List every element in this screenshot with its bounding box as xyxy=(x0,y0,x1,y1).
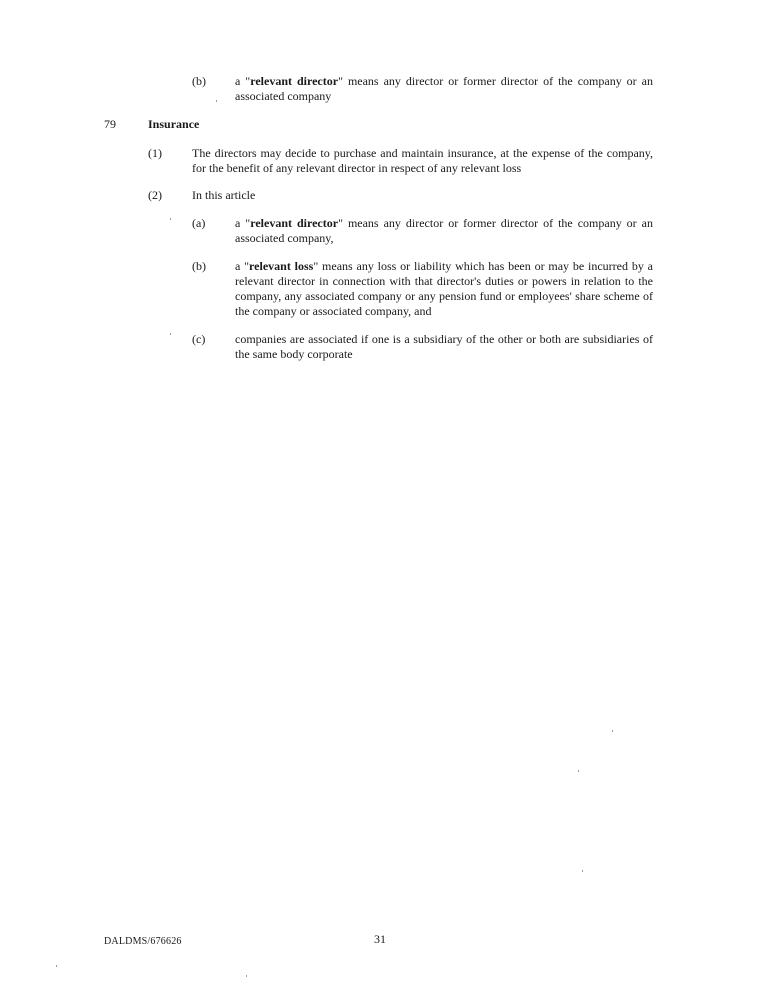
subclause-text-post: " means any director or former director of the company or an associated company, xyxy=(235,216,653,245)
subclause-text-pre: a " xyxy=(235,259,250,273)
subclause-text xyxy=(235,259,653,319)
scan-speck xyxy=(578,770,579,772)
document-reference: DALDMS/676626 xyxy=(104,936,182,947)
clause-text-post: " means any director or former director of the company or an associated company xyxy=(235,74,653,103)
subclause-text-pre: a " xyxy=(235,216,251,230)
article-number: 79 xyxy=(104,117,116,131)
scan-speck xyxy=(170,218,171,220)
scan-speck xyxy=(582,870,583,872)
defined-term: relevant loss xyxy=(249,259,314,273)
subclause-marker: (a) xyxy=(192,216,206,230)
subclause-text: companies are associated if one is a subsidiary of the other or both are subsidiaries of the same body corporate xyxy=(235,332,653,361)
paragraph-text: In this article xyxy=(192,188,256,202)
subclause-marker: (c) xyxy=(192,332,206,346)
subclause-marker: (b) xyxy=(192,259,206,273)
clause-text-pre: a " xyxy=(235,74,251,88)
article-title: Insurance xyxy=(148,117,200,131)
clause-marker: (b) xyxy=(192,74,206,88)
subclause-text xyxy=(235,216,653,246)
scan-speck xyxy=(246,975,247,977)
clause-text xyxy=(235,74,653,104)
paragraph-marker: (2) xyxy=(148,188,162,202)
subclause-text-post: " means any loss or liability which has been or may be incurred by a relevant director in connection with that director's duties or powers in relation to the company, any associated company or any pension fund or employees' share scheme of the company or associated company, and xyxy=(235,259,653,318)
defined-term: relevant director xyxy=(250,216,339,230)
scan-speck xyxy=(612,730,613,732)
scan-speck xyxy=(56,965,57,967)
page-number: 31 xyxy=(374,932,386,946)
paragraph-marker: (1) xyxy=(148,146,162,160)
defined-term: relevant director xyxy=(250,74,339,88)
scan-speck xyxy=(216,100,217,102)
scan-speck xyxy=(170,333,171,335)
paragraph-text: The directors may decide to purchase and maintain insurance, at the expense of the company, for the benefit of any relevant director in respect of any relevant loss xyxy=(192,146,653,175)
